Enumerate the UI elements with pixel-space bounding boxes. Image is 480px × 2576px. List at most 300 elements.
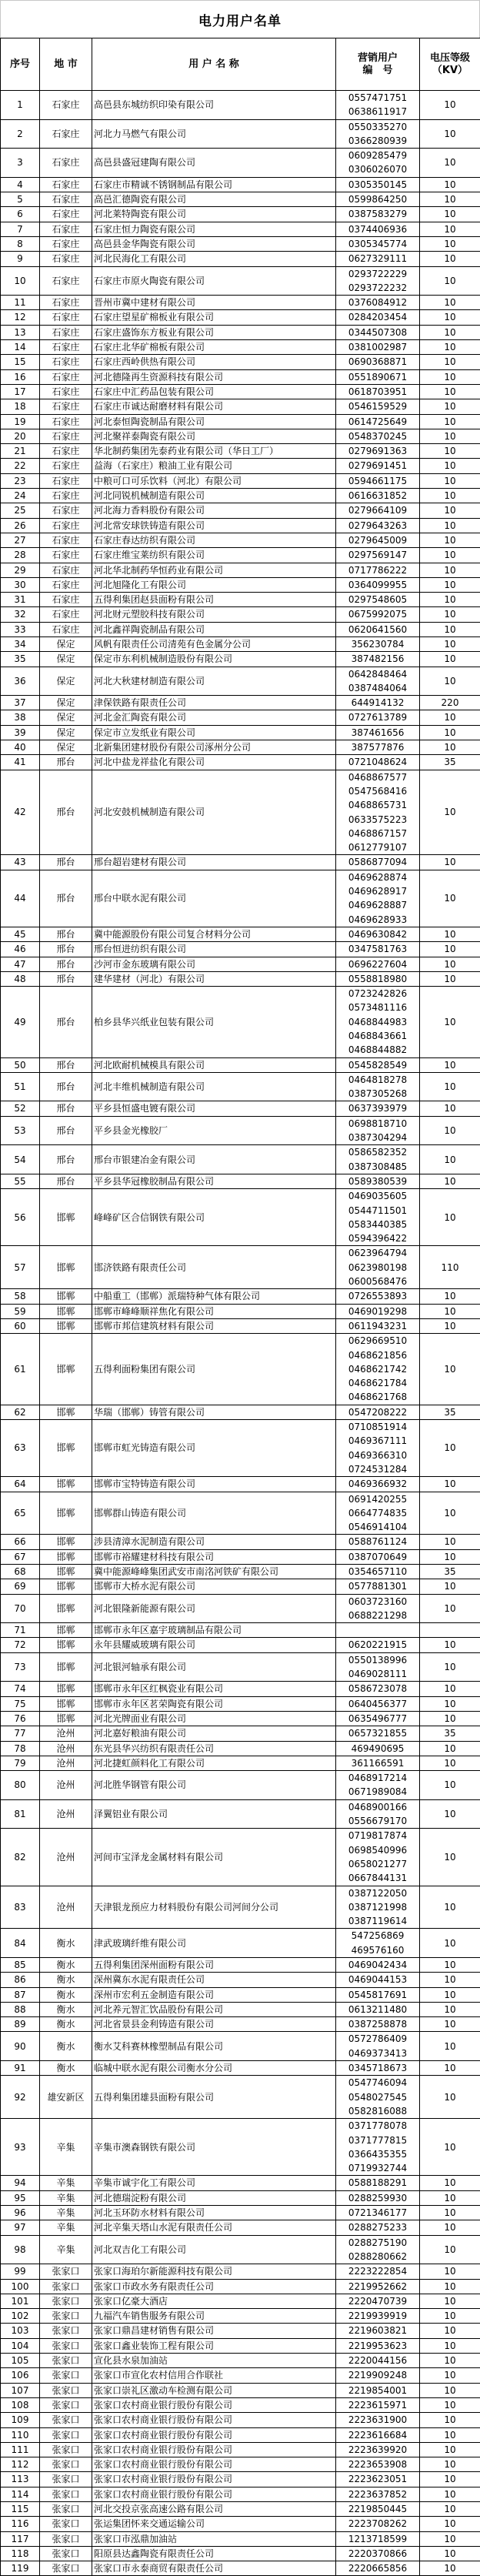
cell-user-name: 石家庄市诚达耐磨材料有限公司 bbox=[92, 399, 336, 414]
cell-account-ids bbox=[336, 325, 420, 339]
table-row bbox=[1, 1318, 480, 1333]
account-id: 0469630842 bbox=[336, 927, 419, 941]
cell-voltage: 10 bbox=[420, 957, 480, 971]
account-id: 0547568416 bbox=[336, 784, 419, 798]
account-id: 0387122050 bbox=[336, 1886, 419, 1900]
cell-account-ids bbox=[336, 2264, 420, 2279]
table-row bbox=[1, 987, 480, 1057]
account-id: 0469628887 bbox=[336, 898, 419, 912]
cell-account-ids bbox=[336, 770, 420, 855]
cell-city: 石家庄 bbox=[40, 593, 92, 607]
cell-user-name: 邯郸市永年区红枫瓷业有限公司 bbox=[92, 1682, 336, 1696]
cell-user-name: 辛集市诚宇化工有限公司 bbox=[92, 2176, 336, 2190]
table-row bbox=[1, 266, 480, 296]
cell-no: 113 bbox=[1, 2472, 40, 2487]
cell-voltage: 10 bbox=[420, 399, 480, 414]
cell-voltage: 10 bbox=[420, 2324, 480, 2338]
cell-account-ids bbox=[336, 1101, 420, 1116]
table-row bbox=[1, 1958, 480, 1973]
cell-city: 石家庄 bbox=[40, 296, 92, 310]
cell-no: 74 bbox=[1, 1682, 40, 1696]
cell-no: 4 bbox=[1, 177, 40, 192]
cell-account-ids bbox=[336, 1174, 420, 1188]
account-id: 0675992075 bbox=[336, 607, 419, 621]
account-id: 0594661175 bbox=[336, 474, 419, 488]
cell-user-name: 河北力马燃气有限公司 bbox=[92, 119, 336, 149]
table-row bbox=[1, 473, 480, 488]
account-id: 0387121998 bbox=[336, 1900, 419, 1914]
table-row bbox=[1, 1623, 480, 1638]
cell-no: 24 bbox=[1, 489, 40, 503]
cell-account-ids bbox=[336, 1564, 420, 1579]
cell-account-ids bbox=[336, 369, 420, 384]
cell-no: 116 bbox=[1, 2517, 40, 2531]
table-row bbox=[1, 489, 480, 503]
table-row bbox=[1, 2457, 480, 2472]
cell-no: 108 bbox=[1, 2397, 40, 2412]
cell-user-name: 邯郸市邦信建筑材料有限公司 bbox=[92, 1318, 336, 1333]
cell-user-name: 河北华北制药华恒药业有限公司 bbox=[92, 563, 336, 577]
cell-user-name: 河北欧耐机械模具有限公司 bbox=[92, 1057, 336, 1072]
cell-account-ids bbox=[336, 296, 420, 310]
account-id: 0633575223 bbox=[336, 813, 419, 827]
account-id: 0468900166 bbox=[336, 1800, 419, 1814]
cell-voltage: 10 bbox=[420, 2413, 480, 2427]
cell-no: 49 bbox=[1, 987, 40, 1057]
cell-user-name: 河北养元智汇饮品股份有限公司 bbox=[92, 2002, 336, 2016]
cell-user-name: 邯郸市虹光铸造有限公司 bbox=[92, 1420, 336, 1477]
table-row bbox=[1, 1929, 480, 1958]
cell-voltage: 10 bbox=[420, 1696, 480, 1711]
cell-no: 96 bbox=[1, 2206, 40, 2220]
account-id: 0577881301 bbox=[336, 1579, 419, 1593]
cell-no: 92 bbox=[1, 2076, 40, 2119]
table-row bbox=[1, 236, 480, 251]
cell-user-name: 张家口农村商业银行股份有限公司 bbox=[92, 2397, 336, 2412]
cell-voltage: 10 bbox=[420, 2487, 480, 2501]
cell-account-ids bbox=[336, 548, 420, 563]
account-id: 2223616684 bbox=[336, 2428, 419, 2442]
cell-account-ids bbox=[336, 1246, 420, 1289]
cell-no: 64 bbox=[1, 1477, 40, 1492]
cell-account-ids bbox=[336, 399, 420, 414]
account-id: 0297569147 bbox=[336, 548, 419, 562]
table-row bbox=[1, 2017, 480, 2032]
account-id: 2223639920 bbox=[336, 2443, 419, 2457]
cell-user-name: 北新集团建材股份有限公司涿州分公司 bbox=[92, 740, 336, 755]
cell-city: 衡水 bbox=[40, 2061, 92, 2076]
cell-no: 75 bbox=[1, 1696, 40, 1711]
cell-no: 47 bbox=[1, 957, 40, 971]
header-voltage bbox=[420, 38, 480, 91]
cell-city: 石家庄 bbox=[40, 207, 92, 222]
table-row bbox=[1, 2076, 480, 2119]
cell-user-name: 邯郸市裕耀建材科技有限公司 bbox=[92, 1549, 336, 1564]
cell-user-name: 河北莱特陶瓷有限公司 bbox=[92, 207, 336, 222]
table-row bbox=[1, 652, 480, 667]
account-id: 2220370866 bbox=[336, 2547, 419, 2561]
cell-user-name: 河北安鼓机械制造有限公司 bbox=[92, 770, 336, 855]
cell-voltage: 10 bbox=[420, 1771, 480, 1800]
account-id: 0600568476 bbox=[336, 1275, 419, 1288]
cell-voltage: 10 bbox=[420, 1145, 480, 1174]
table-row bbox=[1, 2206, 480, 2220]
cell-no: 110 bbox=[1, 2427, 40, 2442]
account-id: 0724531284 bbox=[336, 1462, 419, 1476]
account-id: 2223631900 bbox=[336, 2413, 419, 2427]
account-id: 2219854001 bbox=[336, 2384, 419, 2397]
account-id: 0691420255 bbox=[336, 1492, 419, 1506]
account-id: 0387304294 bbox=[336, 1131, 419, 1144]
cell-user-name: 中船重工（邯郸）派瑞特种气体有限公司 bbox=[92, 1289, 336, 1304]
cell-account-ids bbox=[336, 942, 420, 957]
cell-no: 26 bbox=[1, 518, 40, 533]
cell-city: 衡水 bbox=[40, 1973, 92, 1987]
cell-account-ids bbox=[336, 607, 420, 622]
table-row bbox=[1, 636, 480, 651]
cell-city: 石家庄 bbox=[40, 91, 92, 120]
table-row bbox=[1, 252, 480, 266]
cell-voltage: 10 bbox=[420, 119, 480, 149]
cell-city: 保定 bbox=[40, 740, 92, 755]
account-id: 0599864250 bbox=[336, 192, 419, 206]
account-id: 0688221298 bbox=[336, 1609, 419, 1622]
account-id: 0723242826 bbox=[336, 987, 419, 1001]
cell-no: 107 bbox=[1, 2383, 40, 2397]
table-row bbox=[1, 1579, 480, 1594]
cell-account-ids bbox=[336, 2487, 420, 2501]
account-id: 0288259930 bbox=[336, 2191, 419, 2205]
cell-user-name: 张家口农村商业银行股份有限公司 bbox=[92, 2427, 336, 2442]
account-id: 0629669510 bbox=[336, 1334, 419, 1348]
cell-voltage: 10 bbox=[420, 563, 480, 577]
account-id: 644914132 bbox=[336, 696, 419, 710]
cell-no: 84 bbox=[1, 1929, 40, 1958]
cell-account-ids bbox=[336, 636, 420, 651]
account-id: 2219909248 bbox=[336, 2368, 419, 2382]
cell-no: 61 bbox=[1, 1334, 40, 1405]
cell-account-ids bbox=[336, 340, 420, 355]
cell-voltage: 10 bbox=[420, 2427, 480, 2442]
account-id: 0635496777 bbox=[336, 1712, 419, 1726]
cell-user-name: 张家口崇礼区激动车检测有限公司 bbox=[92, 2383, 336, 2397]
cell-no: 71 bbox=[1, 1623, 40, 1638]
cell-city: 石家庄 bbox=[40, 548, 92, 563]
account-id: 0306026070 bbox=[336, 162, 419, 176]
cell-user-name: 平乡县金光橡胶厂 bbox=[92, 1116, 336, 1145]
cell-voltage: 10 bbox=[420, 2442, 480, 2457]
cell-no: 83 bbox=[1, 1886, 40, 1929]
cell-city: 张家口 bbox=[40, 2309, 92, 2324]
account-id: 0469366310 bbox=[336, 1448, 419, 1462]
cell-user-name: 河北辛集天塔山水泥有限责任公司 bbox=[92, 2220, 336, 2235]
cell-user-name: 风帆有限责任公司清苑有色金属分公司 bbox=[92, 636, 336, 651]
table-row bbox=[1, 2487, 480, 2501]
cell-no: 6 bbox=[1, 207, 40, 222]
cell-user-name: 石家庄西岭供热有限公司 bbox=[92, 355, 336, 369]
account-id: 0620221915 bbox=[336, 1638, 419, 1652]
account-id: 2223637852 bbox=[336, 2487, 419, 2501]
cell-voltage: 10 bbox=[420, 2338, 480, 2353]
cell-no: 38 bbox=[1, 710, 40, 725]
cell-account-ids bbox=[336, 1711, 420, 1726]
cell-account-ids bbox=[336, 1405, 420, 1419]
account-id: 0468865731 bbox=[336, 798, 419, 812]
cell-no: 7 bbox=[1, 222, 40, 236]
cell-no: 45 bbox=[1, 927, 40, 941]
cell-account-ids bbox=[336, 2279, 420, 2294]
account-id: 0468867157 bbox=[336, 827, 419, 840]
cell-city: 沧州 bbox=[40, 1886, 92, 1929]
cell-account-ids bbox=[336, 2206, 420, 2220]
cell-no: 58 bbox=[1, 1289, 40, 1304]
cell-voltage: 10 bbox=[420, 2190, 480, 2205]
cell-voltage: 10 bbox=[420, 503, 480, 518]
cell-no: 102 bbox=[1, 2309, 40, 2324]
cell-account-ids bbox=[336, 1929, 420, 1958]
account-id: 0664774835 bbox=[336, 1506, 419, 1520]
cell-city: 邯郸 bbox=[40, 1420, 92, 1477]
table-row bbox=[1, 1594, 480, 1623]
table-row bbox=[1, 740, 480, 755]
cell-city: 张家口 bbox=[40, 2457, 92, 2472]
table-row bbox=[1, 533, 480, 547]
table-row bbox=[1, 1799, 480, 1829]
cell-voltage: 10 bbox=[420, 2176, 480, 2190]
account-id: 0594396422 bbox=[336, 1231, 419, 1245]
table-row bbox=[1, 942, 480, 957]
cell-user-name: 五得利集团赵县面粉有限公司 bbox=[92, 593, 336, 607]
cell-user-name: 益海（石家庄）粮油工业有限公司 bbox=[92, 459, 336, 473]
cell-voltage: 10 bbox=[420, 149, 480, 178]
cell-user-name: 平乡县华冠橡胶制品有限公司 bbox=[92, 1174, 336, 1188]
header-voltage-line1: 电压等级 bbox=[420, 52, 480, 65]
account-id: 0279691451 bbox=[336, 459, 419, 473]
account-id: 0586723078 bbox=[336, 1682, 419, 1696]
cell-no: 43 bbox=[1, 855, 40, 870]
cell-voltage: 10 bbox=[420, 1711, 480, 1726]
table-row bbox=[1, 1973, 480, 1987]
table-row bbox=[1, 2235, 480, 2264]
account-id: 0345718673 bbox=[336, 2061, 419, 2075]
table-row bbox=[1, 725, 480, 740]
cell-no: 13 bbox=[1, 325, 40, 339]
table-row bbox=[1, 1492, 480, 1535]
cell-account-ids bbox=[336, 1771, 420, 1800]
account-id: 0603723160 bbox=[336, 1595, 419, 1609]
cell-no: 103 bbox=[1, 2324, 40, 2338]
account-id: 0545817691 bbox=[336, 1988, 419, 2002]
account-id: 0573481116 bbox=[336, 1001, 419, 1014]
cell-city: 石家庄 bbox=[40, 459, 92, 473]
table-row bbox=[1, 2220, 480, 2235]
cell-no: 69 bbox=[1, 1579, 40, 1594]
cell-city: 沧州 bbox=[40, 1771, 92, 1800]
cell-city: 石家庄 bbox=[40, 310, 92, 325]
table-row bbox=[1, 1189, 480, 1246]
cell-no: 11 bbox=[1, 296, 40, 310]
cell-voltage: 10 bbox=[420, 607, 480, 622]
account-id: 0468844983 bbox=[336, 1015, 419, 1029]
cell-account-ids bbox=[336, 1057, 420, 1072]
table-row bbox=[1, 755, 480, 770]
cell-no: 59 bbox=[1, 1304, 40, 1318]
account-id: 0546914104 bbox=[336, 1520, 419, 1534]
cell-voltage: 10 bbox=[420, 2032, 480, 2061]
cell-voltage: 10 bbox=[420, 236, 480, 251]
cell-user-name: 河北胜华钢管有限公司 bbox=[92, 1771, 336, 1800]
account-id: 0623980198 bbox=[336, 1261, 419, 1275]
cell-voltage: 10 bbox=[420, 2002, 480, 2016]
cell-city: 邢台 bbox=[40, 957, 92, 971]
cell-account-ids bbox=[336, 1726, 420, 1741]
cell-account-ids bbox=[336, 266, 420, 296]
account-id: 0545828549 bbox=[336, 1058, 419, 1072]
cell-city: 沧州 bbox=[40, 1829, 92, 1886]
cell-user-name: 张家口鑫业装饰工程有限公司 bbox=[92, 2338, 336, 2353]
cell-voltage: 10 bbox=[420, 177, 480, 192]
account-id: 2219953623 bbox=[336, 2339, 419, 2353]
cell-account-ids bbox=[336, 725, 420, 740]
account-id: 0727613789 bbox=[336, 710, 419, 724]
header-account-id bbox=[336, 38, 420, 91]
account-id: 0710851914 bbox=[336, 1420, 419, 1434]
account-id: 0721346177 bbox=[336, 2206, 419, 2220]
header-city: 地 市 bbox=[40, 38, 92, 91]
table-row bbox=[1, 2383, 480, 2397]
cell-user-name: 保定市立发纸业有限公司 bbox=[92, 725, 336, 740]
cell-voltage: 10 bbox=[420, 2457, 480, 2472]
cell-no: 106 bbox=[1, 2368, 40, 2383]
table-row bbox=[1, 2119, 480, 2176]
cell-account-ids bbox=[336, 489, 420, 503]
cell-city: 石家庄 bbox=[40, 355, 92, 369]
cell-voltage: 10 bbox=[420, 1756, 480, 1770]
cell-voltage: 10 bbox=[420, 369, 480, 384]
cell-no: 68 bbox=[1, 1564, 40, 1579]
cell-city: 沧州 bbox=[40, 1741, 92, 1756]
table-row bbox=[1, 1405, 480, 1419]
cell-account-ids bbox=[336, 927, 420, 941]
table-row bbox=[1, 1535, 480, 1549]
cell-city: 雄安新区 bbox=[40, 2076, 92, 2119]
cell-user-name: 峰峰矿区合信钢铁有限公司 bbox=[92, 1189, 336, 1246]
cell-no: 42 bbox=[1, 770, 40, 855]
cell-no: 78 bbox=[1, 1741, 40, 1756]
cell-account-ids bbox=[336, 2061, 420, 2076]
cell-voltage: 10 bbox=[420, 652, 480, 667]
table-row bbox=[1, 1101, 480, 1116]
cell-voltage: 10 bbox=[420, 1189, 480, 1246]
cell-voltage: 10 bbox=[420, 622, 480, 636]
cell-user-name: 衡水艾科赛林橡塑制品有限公司 bbox=[92, 2032, 336, 2061]
cell-voltage: 10 bbox=[420, 2076, 480, 2119]
cell-voltage: 10 bbox=[420, 207, 480, 222]
cell-user-name: 五得利集团雄县面粉有限公司 bbox=[92, 2076, 336, 2119]
table-row bbox=[1, 518, 480, 533]
table-row bbox=[1, 548, 480, 563]
cell-city: 邢台 bbox=[40, 855, 92, 870]
table-row bbox=[1, 91, 480, 120]
cell-voltage: 10 bbox=[420, 518, 480, 533]
table-row bbox=[1, 2190, 480, 2205]
table-row bbox=[1, 2264, 480, 2279]
cell-user-name: 平乡县恒盛电镀有限公司 bbox=[92, 1101, 336, 1116]
cell-account-ids bbox=[336, 149, 420, 178]
table-row bbox=[1, 971, 480, 986]
cell-city: 石家庄 bbox=[40, 149, 92, 178]
cell-voltage: 10 bbox=[420, 384, 480, 399]
account-id: 0468621768 bbox=[336, 1390, 419, 1404]
cell-voltage: 10 bbox=[420, 1492, 480, 1535]
cell-account-ids bbox=[336, 1289, 420, 1304]
cell-voltage: 10 bbox=[420, 266, 480, 296]
cell-account-ids bbox=[336, 1116, 420, 1145]
cell-user-name: 柏乡县华兴纸业包装有限公司 bbox=[92, 987, 336, 1057]
account-id: 0468621784 bbox=[336, 1376, 419, 1390]
account-id: 0557471751 bbox=[336, 91, 419, 105]
cell-user-name: 河北同锐机械制造有限公司 bbox=[92, 489, 336, 503]
account-id: 0469628933 bbox=[336, 913, 419, 927]
cell-account-ids bbox=[336, 91, 420, 120]
cell-account-ids bbox=[336, 2472, 420, 2487]
cell-no: 54 bbox=[1, 1145, 40, 1174]
cell-voltage: 10 bbox=[420, 2235, 480, 2264]
cell-account-ids bbox=[336, 870, 420, 927]
account-id: 0387305268 bbox=[336, 1087, 419, 1101]
account-id: 0546159529 bbox=[336, 399, 419, 413]
table-row bbox=[1, 770, 480, 855]
cell-voltage: 10 bbox=[420, 2279, 480, 2294]
cell-voltage: 10 bbox=[420, 2383, 480, 2397]
cell-city: 张家口 bbox=[40, 2561, 92, 2576]
cell-voltage: 10 bbox=[420, 2354, 480, 2368]
account-id: 0614725649 bbox=[336, 415, 419, 429]
account-id: 0279691363 bbox=[336, 444, 419, 458]
table-row bbox=[1, 710, 480, 725]
account-id: 0671989084 bbox=[336, 1785, 419, 1799]
cell-city: 邯郸 bbox=[40, 1318, 92, 1333]
cell-city: 邢台 bbox=[40, 870, 92, 927]
table-row bbox=[1, 2294, 480, 2308]
table-row bbox=[1, 1334, 480, 1405]
account-id: 2220665856 bbox=[336, 2561, 419, 2575]
table-row bbox=[1, 399, 480, 414]
cell-account-ids bbox=[336, 2324, 420, 2338]
cell-user-name: 宣化县水泉加油站 bbox=[92, 2354, 336, 2368]
table-row bbox=[1, 2413, 480, 2427]
cell-city: 张家口 bbox=[40, 2397, 92, 2412]
cell-city: 石家庄 bbox=[40, 577, 92, 592]
cell-user-name: 高邑县金华陶瓷有限公司 bbox=[92, 236, 336, 251]
table-row bbox=[1, 1829, 480, 1886]
cell-no: 62 bbox=[1, 1405, 40, 1419]
cell-city: 张家口 bbox=[40, 2442, 92, 2457]
cell-voltage: 10 bbox=[420, 340, 480, 355]
cell-account-ids bbox=[336, 957, 420, 971]
cell-user-name: 石家庄北华矿棉板有限公司 bbox=[92, 340, 336, 355]
cell-no: 98 bbox=[1, 2235, 40, 2264]
cell-city: 石家庄 bbox=[40, 340, 92, 355]
cell-user-name: 石家庄盛饰东方板业有限公司 bbox=[92, 325, 336, 339]
cell-city: 邯郸 bbox=[40, 1477, 92, 1492]
table-row bbox=[1, 2324, 480, 2338]
cell-voltage: 10 bbox=[420, 710, 480, 725]
cell-city: 邢台 bbox=[40, 1072, 92, 1101]
table-row bbox=[1, 607, 480, 622]
account-id: 0371777815 bbox=[336, 2133, 419, 2147]
account-id: 0548027545 bbox=[336, 2090, 419, 2104]
